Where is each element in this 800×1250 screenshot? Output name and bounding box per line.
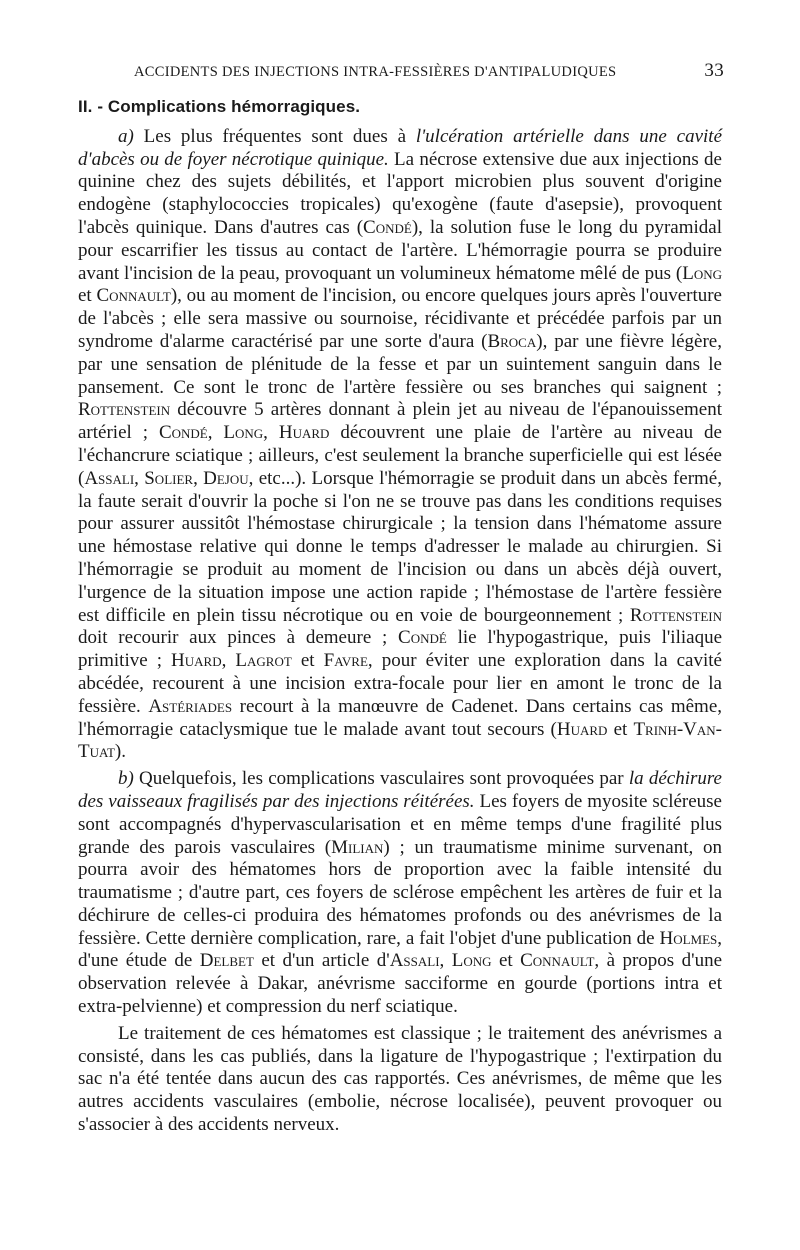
author-name: Holmes xyxy=(659,927,718,949)
author-name: Astériades xyxy=(148,695,233,717)
author-name: Delbet xyxy=(199,950,254,972)
author-name: Rottenstein xyxy=(78,399,171,421)
paragraph-text: , etc...). Lorsque l'hémorragie se produit dans un abcès fermé, la faute serait d'ouvrir la poche si l'on ne se trouve pas dans les conditions requises pour assurer aussitôt l'hémostase chirurgicale ; la tension dans l'hématome assure une hémostase relative qui donne le temps d'adresser le malade au chirurgien. Si l'hémorragie se produit au moment de l'incision ou dans un abcès déjà ouvert, l'urgence de la situation impose une action rapide ; l'hémostase de l'artère fessière est difficile en plein tissu nécrotique ou en voie de bourgeonnement ; xyxy=(78,467,722,626)
paragraph xyxy=(78,768,722,1019)
running-title: ACCIDENTS DES INJECTIONS INTRA-FESSIÈRES D'ANTIPALUDIQUES xyxy=(134,64,617,80)
paragraph-text: et xyxy=(291,650,324,672)
paragraph-text: Quelquefois, les complications vasculaires sont provoquées par xyxy=(133,768,629,790)
paragraph-text: doit recourir aux pinces à demeure ; xyxy=(78,627,399,649)
author-name: Assali, Long xyxy=(389,950,492,972)
paragraph-text: et xyxy=(607,718,634,740)
author-name: Huard, Lagrot xyxy=(171,650,292,672)
author-name: Broca xyxy=(487,330,537,352)
paragraph-text: et xyxy=(78,285,97,307)
italic-text: l'ulcération artérielle dans une cavité d'abcès ou de foyer nécrotique quinique. xyxy=(78,125,723,170)
author-name: Connault xyxy=(96,285,171,307)
italic-text: la déchirure des vaisseaux fragilisés par des injections réitérées. xyxy=(78,768,722,812)
paragraph xyxy=(78,1023,722,1137)
paragraph-text: découvrent une plaie de l'artère au niveau de l'échancrure sciatique ; ailleurs, c'est seulement la branche superficielle qui est lésée ( xyxy=(78,422,722,489)
page-number: 33 xyxy=(704,60,724,81)
section-dash: - xyxy=(97,97,104,116)
paragraph-text: recourt à la manœuvre de Cadenet. Dans certains cas même, l'hémorragie cataclysmique tue le malade avant tout secours ( xyxy=(78,695,722,740)
paragraph-text: ), ou au moment de l'incision, ou encore quelques jours après l'ouverture de l'abcès ; elle sera massive ou sournoise, récidivante et précédée parfois par un syndrome d'alarme caractérisé par une sorte d'aura ( xyxy=(78,285,722,352)
paragraph-text: La nécrose extensive due aux injections de quinine chez des sujets débilités, et l'apport microbien plus souvent d'origine endogène (staphylococcies tropicales) qu'exogène (faute d'asepsie), provoquent l'abcès quinique. Dans d'autres cas ( xyxy=(78,148,722,238)
section-title: Complications hémorragiques. xyxy=(107,97,361,116)
paragraphs xyxy=(78,126,722,1137)
author-name: Favre xyxy=(323,650,368,672)
paragraph-text: lie l'hypogastrique, puis l'iliaque primitive ; xyxy=(78,627,722,672)
author-name: Connault xyxy=(520,950,595,972)
paragraph-text: Le traitement de ces hématomes est classique ; le traitement des anévrismes a consisté, dans les cas publiés, dans la ligature de l'hypogastrique ; l'extirpation du sac n'a été tentée dans aucun des cas rapportés. Ces anévrismes, de même que les autres accidents vasculaires (embolie, nécrose localisée), peuvent provoquer ou s'associer à des accidents nerveux. xyxy=(78,1022,722,1136)
author-name: Condé, Long, Huard xyxy=(158,422,330,444)
italic-text: b) xyxy=(118,768,134,790)
paragraph-text: et d'un article d' xyxy=(253,950,390,972)
author-name: Assali, Solier, Dejou xyxy=(84,467,249,489)
author-name: Trinh-Van-Tuat xyxy=(78,718,722,763)
paragraph xyxy=(78,126,722,764)
paragraph-text: Les foyers de myosite scléreuse sont accompagnés d'hypervascularisation et en même temps d'une fragilité plus grande des parois vasculaires ( xyxy=(78,790,722,858)
author-name: Condé xyxy=(398,627,447,649)
running-header xyxy=(134,60,724,82)
section-number: II. xyxy=(78,97,93,116)
author-name: Condé xyxy=(363,216,412,238)
paragraph-text: , à propos d'une observation relevée à Dakar, anévrisme sacciforme en gourde (portions intra et extra-pelvienne) et compression du nerf sciatique. xyxy=(78,950,722,1018)
paragraph-text: ), la solution fuse le long du pyramidal pour escarrifier les tissus au contact de l'artère. L'hémorragie pourra se produire avant l'incision de la peau, provoquant un volumineux hématome mêlé de pus ( xyxy=(78,216,722,284)
paragraph-text: et xyxy=(491,950,521,972)
paragraph-text: ), par une fièvre légère, par une sensation de plénitude de la fesse et par un suintement sanguin dans le pansement. Ce sont le tronc de l'artère fessière ou ses branches qui saignent ; xyxy=(78,330,722,398)
author-name: Milian xyxy=(331,836,384,858)
author-name: Long xyxy=(682,262,722,284)
author-name: Huard xyxy=(556,718,608,740)
paragraph-text: Les plus fréquentes sont dues à xyxy=(133,125,416,147)
paragraph-text: ) ; un traumatisme minime survenant, on pourra avoir des hématomes hors de proportion avec la faible intensité du traumatisme ; d'autre part, ces foyers de sclérose empêchent les artères de fuir et la déchirure de celles-ci produira des hématomes profonds ou des anévrismes de la fessière. Cette dernière complication, rare, a fait l'objet d'une publication de xyxy=(78,836,722,949)
paragraph-text: découvre 5 artères donnant à plein jet au niveau de l'épanouissement artériel ; xyxy=(78,399,722,444)
italic-text: a) xyxy=(118,125,134,147)
paragraph-text: , d'une étude de xyxy=(78,927,722,972)
paragraph-text: ). xyxy=(114,741,126,763)
author-name: Rottenstein xyxy=(629,604,722,626)
section-heading xyxy=(78,96,722,119)
page-body xyxy=(78,96,722,1141)
paragraph-text: , pour éviter une exploration dans la cavité abcédée, recourent à une incision extra-focale pour lier en amont le tronc de la fessière. xyxy=(78,650,722,717)
